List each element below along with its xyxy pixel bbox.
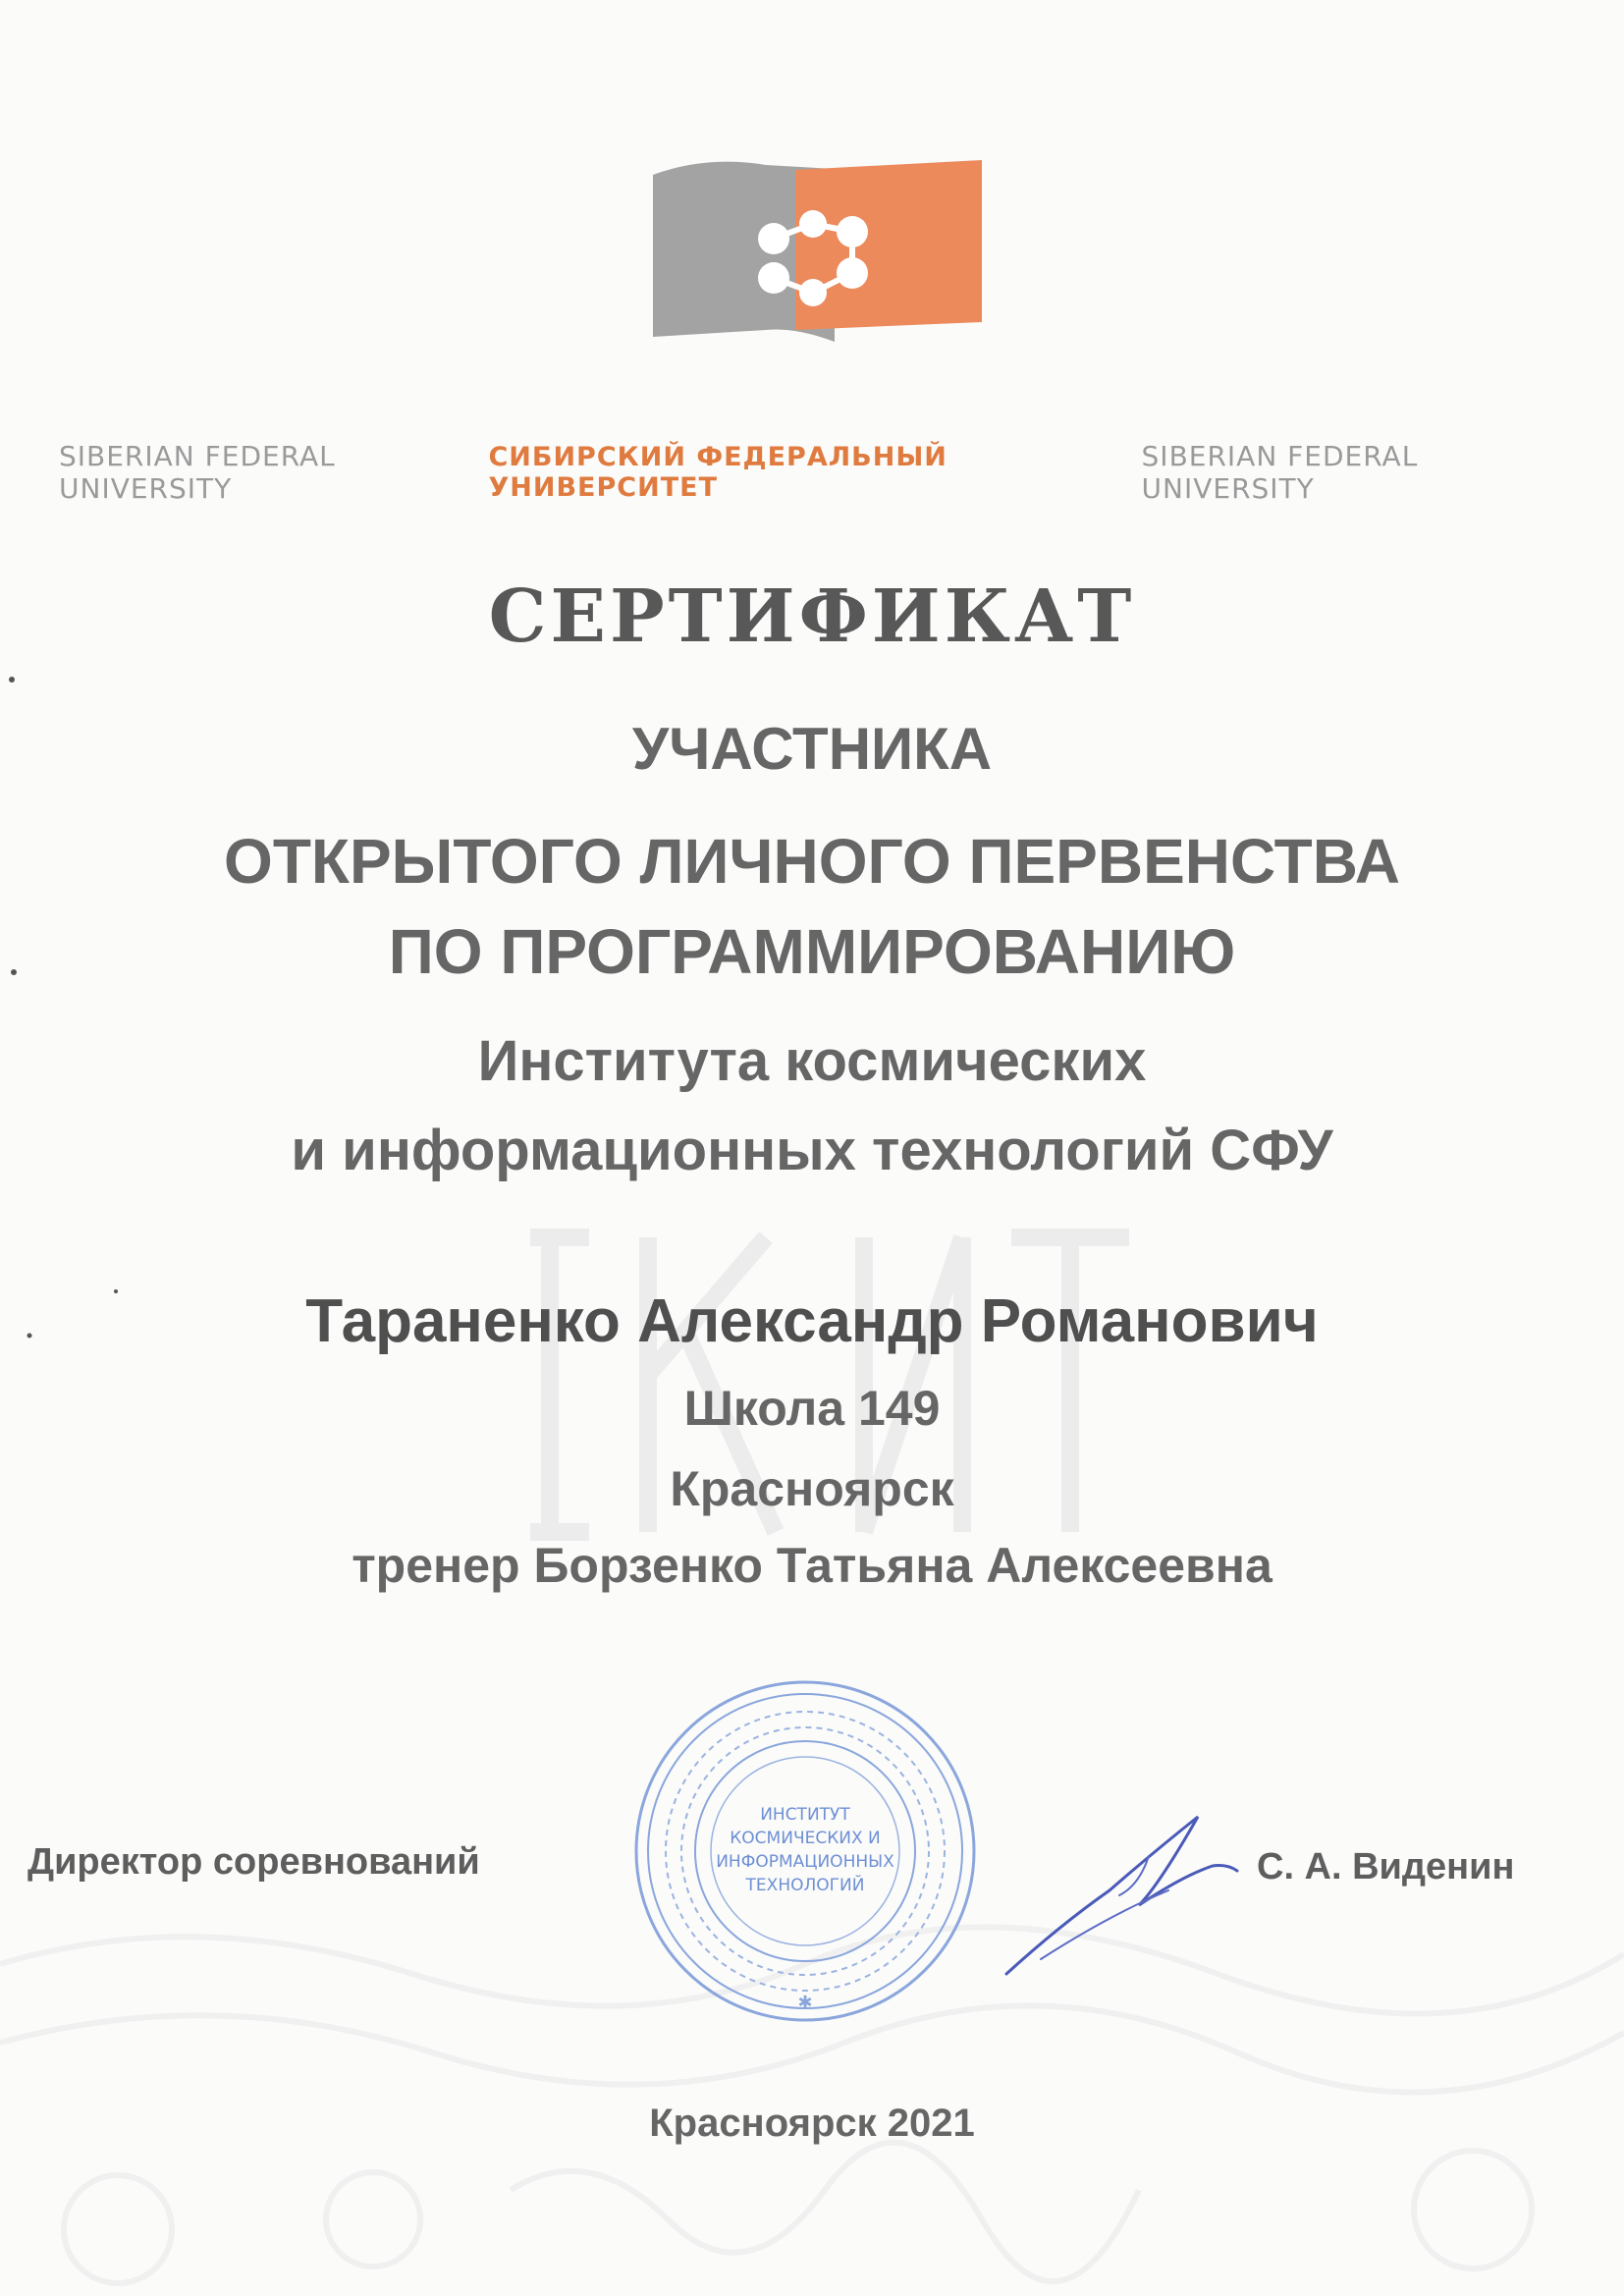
institute-line-2: и информационных технологий СФУ [291, 1119, 1333, 1182]
official-stamp [628, 1674, 982, 2028]
event-name-line-2: ПО ПРОГРАММИРОВАНИЮ [388, 916, 1236, 987]
university-name-en-right: SIBERIAN FEDERAL UNIVERSITY [1141, 440, 1419, 505]
event-name-line-1: ОТКРЫТОГО ЛИЧНОГО ПЕРВЕНСТВА [224, 826, 1400, 897]
handwritten-signature [1001, 1797, 1247, 1984]
stamp-line-4: ТЕХНОЛОГИЙ [745, 1876, 865, 1895]
director-label: Директор соревнований [27, 1841, 480, 1883]
university-name-line [59, 440, 1571, 505]
stamp-line-1: ИНСТИТУТ [760, 1805, 850, 1825]
recipient-name: Тараненко Александр Романович [305, 1287, 1319, 1355]
director-name: С. А. Виденин [1257, 1846, 1515, 1887]
recipient-coach: тренер Борзенко Татьяна Алексеевна [352, 1538, 1272, 1593]
university-name-en-left: SIBERIAN FEDERAL UNIVERSITY [59, 440, 336, 505]
university-logo [648, 155, 982, 342]
recipient-city: Красноярск [670, 1461, 954, 1516]
recipient-school: Школа 149 [683, 1381, 941, 1436]
university-name-ru: СИБИРСКИЙ ФЕДЕРАЛЬНЫЙ УНИВЕРСИТЕТ [488, 442, 947, 503]
footer-place-year: Красноярск 2021 [649, 2102, 975, 2145]
stamp-line-3: ИНФОРМАЦИОННЫХ [716, 1852, 894, 1872]
institute-line-1: Института космических [477, 1029, 1147, 1093]
stamp-line-2: КОСМИЧЕСКИХ И [730, 1829, 881, 1848]
svg-text:✱: ✱ [797, 1993, 813, 2013]
certificate-title: СЕРТИФИКАТ [488, 574, 1136, 659]
certificate-subtitle: УЧАСТНИКА [631, 716, 993, 782]
